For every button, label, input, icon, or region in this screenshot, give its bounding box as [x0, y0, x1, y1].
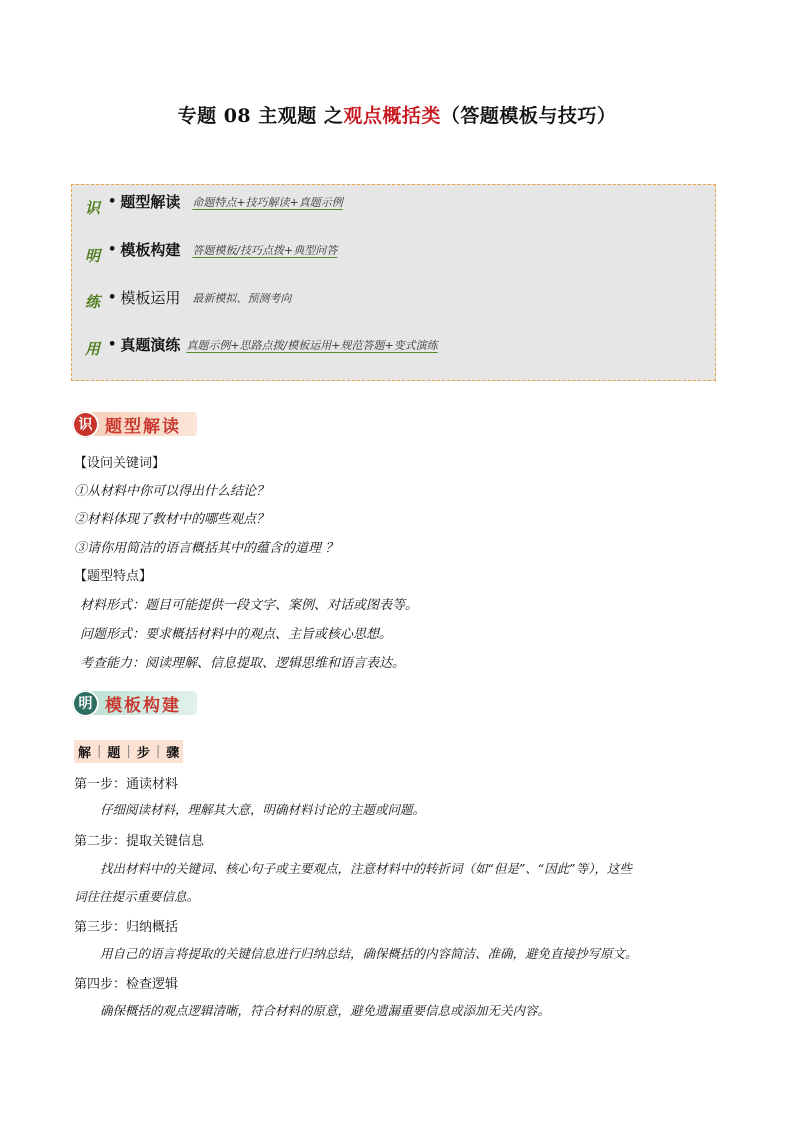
section-badge-icon: 识	[72, 411, 99, 438]
step-text: 找出材料中的关键词、核心句子或主要观点，注意材料中的转折词（如“但是”、“因此”等），这些 词往往提示重要信息。	[74, 861, 632, 904]
toc-item-label: 题型解读	[120, 193, 181, 211]
toc-item-label: 模板构建	[120, 241, 181, 259]
toc-box	[71, 184, 716, 381]
section-badge-template	[72, 687, 197, 719]
toc-item-desc: 答题模板/技巧点拨+典型问答	[192, 243, 338, 257]
keyword-item: ②材料体现了教材中的哪些观点？	[74, 512, 270, 527]
step-text: 用自己的语言将提取的关键信息进行归纳总结，确保概括的内容简洁、准确，避免直接抄写原文。	[100, 946, 638, 961]
bullet-icon: •	[108, 194, 117, 209]
toc-side-char: 练	[85, 293, 101, 311]
step-title: 第四步：检查逻辑	[74, 977, 179, 992]
section-heading: 模板构建	[91, 691, 197, 715]
section-heading: 题型解读	[91, 412, 197, 436]
steps-label: 解 | 题 | 步 | 骤	[74, 740, 183, 763]
step-title: 第二步：提取关键信息	[74, 834, 205, 849]
section-badge-question-type	[72, 408, 197, 440]
page-title: 专题 08 主观题 之观点概括类（答题模板与技巧）	[177, 105, 617, 127]
keyword-item: ①从材料中你可以得出什么结论？	[74, 484, 270, 499]
toc-item[interactable]	[108, 334, 438, 355]
toc-item-desc: 最新模拟、预测考向	[192, 291, 292, 305]
toc-item-desc: 命题特点+技巧解读+真题示例	[192, 195, 343, 209]
toc-item-desc: 真题示例+思路点拨/模板运用+规范答题+变式演练	[186, 338, 438, 352]
features-heading: 【题型特点】	[74, 569, 153, 584]
toc-side-char: 识	[85, 199, 101, 217]
toc-side-char: 明	[85, 247, 101, 265]
keywords-heading: 【设问关键词】	[74, 456, 166, 471]
bullet-icon: •	[108, 290, 117, 305]
toc-item-label: 真题演练	[120, 336, 181, 354]
toc-item[interactable]	[108, 191, 343, 212]
toc-side-char: 用	[85, 340, 101, 358]
feature-item: 考查能力：阅读理解、信息提取、逻辑思维和语言表达。	[80, 656, 406, 671]
bullet-icon: •	[108, 242, 117, 257]
feature-item: 问题形式：要求概括材料中的观点、主旨或核心思想。	[80, 627, 393, 642]
step-text: 仔细阅读材料，理解其大意，明确材料讨论的主题或问题。	[100, 802, 426, 817]
bullet-icon: •	[108, 337, 117, 352]
keyword-item: ③请你用简洁的语言概括其中的蕴含的道理 ？	[74, 541, 339, 556]
step-title: 第三步：归纳概括	[74, 920, 179, 935]
step-text: 确保概括的观点逻辑清晰，符合材料的原意，避免遗漏重要信息或添加无关内容。	[100, 1003, 551, 1018]
toc-item[interactable]	[108, 287, 291, 308]
section-badge-icon: 明	[72, 690, 99, 717]
feature-item: 材料形式：题目可能提供一段文字、案例、对话或图表等。	[80, 598, 419, 613]
toc-item[interactable]	[108, 239, 337, 260]
step-title: 第一步：通读材料	[74, 777, 179, 792]
toc-item-label: 模板运用	[120, 289, 181, 307]
